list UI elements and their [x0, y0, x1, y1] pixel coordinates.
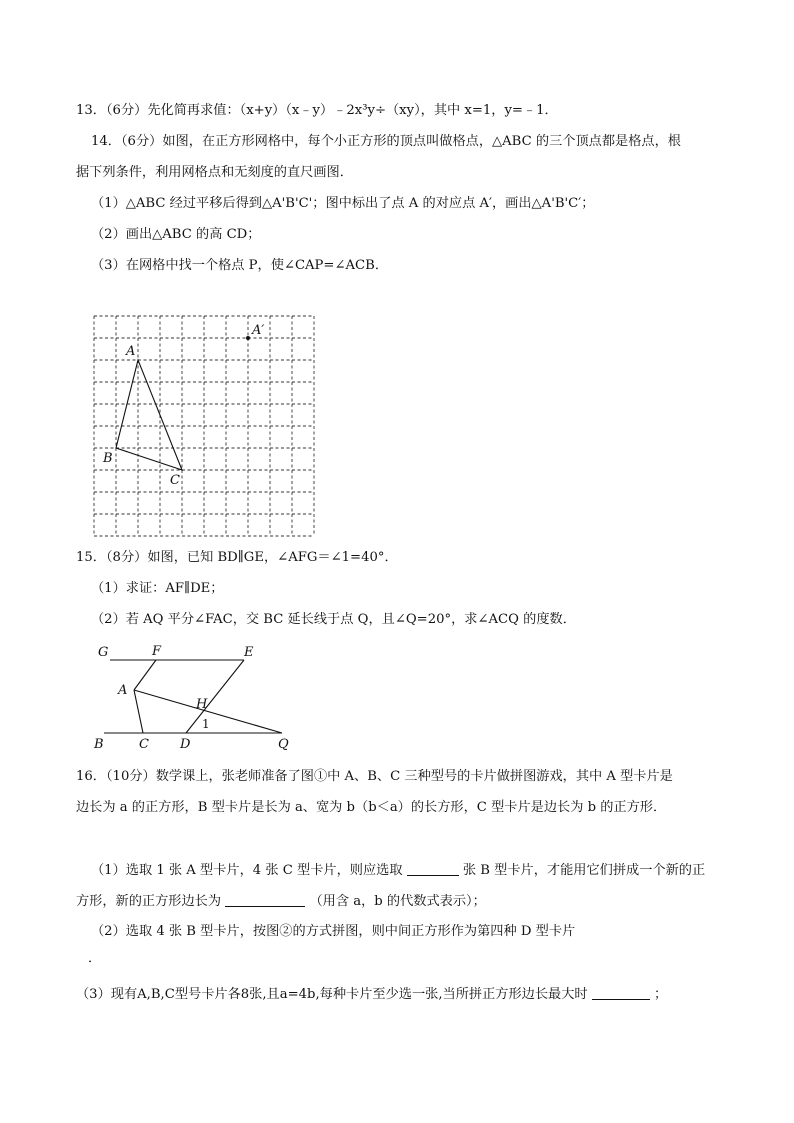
segment-de: [186, 660, 244, 733]
segment-ac: [134, 690, 143, 733]
q14-grid-figure: [93, 314, 317, 540]
question-15-line-1: 15．（8分）如图，已知 BD∥GE，∠AFG＝∠1=40°．: [76, 550, 398, 565]
question-13: 13．（6分）先化简再求值：（x+y）（x﹣y）﹣2x³y÷（xy），其中 x=1，y=﹣1．: [76, 103, 558, 118]
label-q: Q: [278, 737, 289, 752]
question-14-part-3: （3）在网格中找一个格点 P，使∠CAP=∠ACB．: [91, 258, 389, 273]
question-15-part-2: （2）若 AQ 平分∠FAC，交 BC 延长线于点 Q，且∠Q=20°，求∠ACQ 的度数．: [91, 612, 576, 627]
label-c: C: [170, 473, 180, 488]
segment-af: [134, 660, 156, 690]
question-14-part-1: （1）△ABC 经过平移后得到△A'B'C'；图中标出了点 A 的对应点 A′，画出△A'B'C′；: [91, 196, 595, 211]
label-d: D: [180, 737, 191, 752]
question-14-part-2: （2）画出△ABC 的高 CD；: [91, 227, 261, 242]
label-a: A: [126, 344, 136, 359]
answer-blank-side-length[interactable]: [225, 892, 305, 907]
label-b: B: [103, 451, 113, 466]
answer-blank-b-count[interactable]: [407, 861, 459, 876]
question-16-line-2: 边长为 a 的正方形，B 型卡片是长为 a、宽为 b（b＜a）的长方形，C 型卡片是边长为 b 的正方形．: [76, 800, 667, 815]
question-16-part-3: [76, 985, 667, 1004]
q16-p1-text-c: 方形，新的正方形边长为: [76, 894, 222, 909]
triangle-abc: [116, 360, 182, 470]
question-16-line-1: 16．（10分）数学课上，张老师准备了图①中 A、B、C 三种型号的卡片做拼图游戏，其中 A 型卡片是: [76, 769, 673, 784]
q15-parallel-lines-figure: [94, 642, 304, 752]
question-14-line-2: 据下列条件，利用网格点和无刻度的直尺画图．: [76, 165, 353, 180]
label-h: H: [196, 697, 208, 712]
q16-p1-text-b: 张 B 型卡片，才能用它们拼成一个新的正: [462, 863, 706, 878]
question-15-part-1: （1）求证：AF∥DE；: [91, 581, 224, 596]
label-c: C: [139, 737, 149, 752]
label-a-prime: A′: [252, 323, 265, 338]
question-16-part-1: [91, 861, 705, 880]
label-b: B: [94, 737, 104, 752]
label-f: F: [152, 644, 162, 659]
label-g: G: [98, 645, 109, 660]
q16-p3-text-b: ；: [654, 987, 668, 1002]
label-e: E: [244, 645, 254, 660]
point-a-prime: [246, 336, 250, 340]
question-14-line-1: 14．（6分）如图，在正方形网格中，每个小正方形的顶点叫做格点，△ABC 的三个顶点都是格点，根: [91, 134, 681, 149]
q16-p1-text-d: （用含 a，b 的代数式表示）；: [309, 894, 486, 909]
question-16-part-2: （2）选取 4 张 B 型卡片，按图②的方式拼图，则中间正方形作为第四种 D 型卡片: [91, 924, 576, 939]
question-16-part-2-end: ．: [88, 951, 102, 966]
question-16-part-1-cont: [76, 892, 486, 911]
q16-p3-text-a: （3）现有A,B,C型号卡片各8张,且a=4b,每种卡片至少选一张,当所拼正方形边长最大时: [76, 987, 588, 1002]
label-angle-1: 1: [202, 717, 210, 731]
label-a: A: [118, 683, 128, 698]
q16-p1-text-a: （1）选取 1 张 A 型卡片，4 张 C 型卡片，则应选取: [91, 863, 403, 878]
answer-blank-max-side[interactable]: [592, 985, 650, 1000]
